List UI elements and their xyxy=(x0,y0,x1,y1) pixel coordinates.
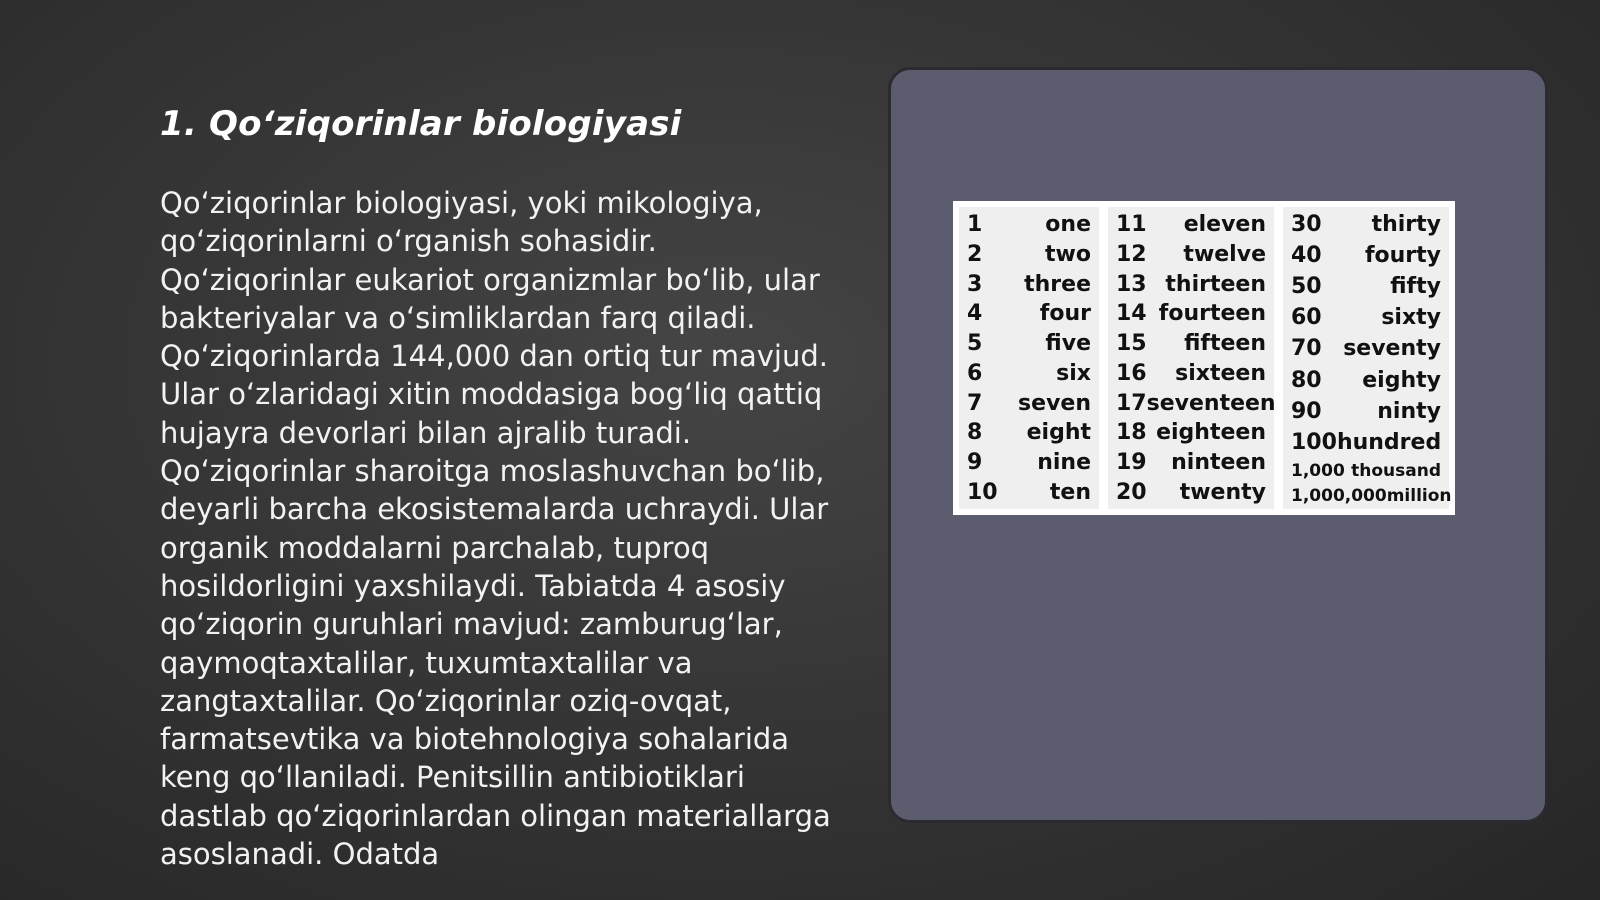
number-word: seventeen xyxy=(1146,390,1276,416)
table-row xyxy=(1116,241,1266,269)
number-word: fifteen xyxy=(1184,331,1266,357)
number-word: eighty xyxy=(1362,367,1441,393)
number-word: thousand xyxy=(1351,460,1441,481)
table-row xyxy=(1116,419,1266,447)
number-digits: 17 xyxy=(1116,390,1147,416)
number-word: nine xyxy=(1037,450,1091,476)
slide-body-text: Qo‘ziqorinlar biologiyasi, yoki mikologiya, qo‘ziqorinlarni o‘rganish sohasidir. Qo‘ziqorinlar eukariot organizmlar bo‘lib, ular bakteriyalar va o‘simliklardan farq qiladi. Qo‘ziqorinlarda 144,000 dan ortiq tur mavjud. Ular o‘zlaridagi xitin moddasiga bog‘liq qattiq hujayra devorlari bilan ajralib turadi. Qo‘ziqorinlar sharoitga moslashuvchan bo‘lib, deyarli barcha ekosistemalarda uchraydi. Ular organik moddalarni parchalab, tuproq hosildorligini yaxshilaydi. Tabiatda 4 asosiy qo‘ziqorin guruhlari mavjud: zamburug‘lar, qaymoqtaxtalilar, tuxumtaxtalilar va zangtaxtalilar. Qo‘ziqorinlar oziq-ovqat, farmatsevtika va biotehnologiya sohalarida keng qo‘llaniladi. Penitsillin antibiotiklari dastlab qo‘ziqorinlardan olingan materiallarga asoslanadi. Odatda xyxy=(160,186,831,872)
table-row xyxy=(1291,429,1441,457)
number-digits: 30 xyxy=(1291,212,1322,237)
table-row xyxy=(967,300,1091,328)
number-digits: 6 xyxy=(967,360,983,386)
number-word: fifty xyxy=(1390,274,1441,300)
number-word: sixteen xyxy=(1175,360,1266,386)
table-row xyxy=(1291,367,1441,395)
number-word: hundred xyxy=(1336,429,1442,455)
number-word: fourteen xyxy=(1158,301,1266,327)
table-row xyxy=(1291,242,1441,270)
number-digits: 1,000,000 xyxy=(1291,485,1387,506)
number-digits: 14 xyxy=(1116,301,1147,327)
image-frame xyxy=(888,67,1548,823)
number-digits: 16 xyxy=(1116,360,1147,386)
table-row xyxy=(1291,335,1441,363)
number-digits: 11 xyxy=(1116,212,1147,237)
number-word: fourty xyxy=(1364,243,1441,269)
number-digits: 20 xyxy=(1116,479,1147,505)
number-word: million xyxy=(1386,485,1452,506)
table-row xyxy=(967,390,1091,418)
number-word: ninty xyxy=(1377,398,1441,424)
number-words-table xyxy=(953,201,1455,515)
table-row xyxy=(967,449,1091,477)
table-row xyxy=(967,271,1091,299)
number-word: thirty xyxy=(1371,212,1441,237)
number-digits: 2 xyxy=(967,241,983,267)
number-digits: 18 xyxy=(1116,420,1147,446)
number-word: ten xyxy=(1049,479,1091,505)
number-word: three xyxy=(1024,271,1091,297)
table-row xyxy=(967,360,1091,388)
table-row xyxy=(1291,460,1441,482)
number-digits: 9 xyxy=(967,450,983,476)
number-digits: 10 xyxy=(967,479,998,505)
table-row xyxy=(1116,330,1266,358)
number-word: six xyxy=(1056,360,1091,386)
table-row xyxy=(1291,211,1441,239)
table-row xyxy=(1116,300,1266,328)
table-column-1 xyxy=(959,207,1099,509)
table-row xyxy=(967,241,1091,269)
number-digits: 80 xyxy=(1291,367,1322,393)
table-row xyxy=(1291,398,1441,426)
number-word: one xyxy=(1045,212,1091,237)
number-word: twenty xyxy=(1179,479,1266,505)
table-row xyxy=(967,479,1091,507)
number-word: eight xyxy=(1026,420,1091,446)
number-word: four xyxy=(1039,301,1091,327)
table-column-3 xyxy=(1283,207,1452,509)
number-digits: 7 xyxy=(967,390,983,416)
number-word: sixty xyxy=(1381,305,1441,331)
table-row xyxy=(1116,360,1266,388)
table-row xyxy=(1116,271,1266,299)
number-word: eleven xyxy=(1183,212,1266,237)
number-digits: 5 xyxy=(967,331,983,357)
slide-title: 1. Qo‘ziqorinlar biologiyasi xyxy=(160,104,682,144)
number-word: eighteen xyxy=(1156,420,1266,446)
number-digits: 40 xyxy=(1291,243,1322,269)
table-row xyxy=(1291,273,1441,301)
number-word: seven xyxy=(1018,390,1091,416)
number-digits: 19 xyxy=(1116,450,1147,476)
table-row xyxy=(967,419,1091,447)
table-row xyxy=(967,330,1091,358)
number-digits: 60 xyxy=(1291,305,1322,331)
number-digits: 90 xyxy=(1291,398,1322,424)
number-word: two xyxy=(1045,241,1091,267)
table-row xyxy=(1116,390,1276,418)
number-digits: 100 xyxy=(1291,429,1337,455)
table-row xyxy=(1116,449,1266,477)
number-word: five xyxy=(1045,331,1091,357)
number-digits: 8 xyxy=(967,420,983,446)
number-digits: 15 xyxy=(1116,331,1147,357)
number-digits: 1,000 xyxy=(1291,460,1345,481)
number-word: ninteen xyxy=(1171,450,1266,476)
number-digits: 3 xyxy=(967,271,983,297)
number-digits: 4 xyxy=(967,301,983,327)
number-word: seventy xyxy=(1343,336,1441,362)
number-digits: 70 xyxy=(1291,336,1322,362)
table-row xyxy=(1116,479,1266,507)
number-digits: 13 xyxy=(1116,271,1147,297)
table-row xyxy=(1116,211,1266,239)
number-digits: 12 xyxy=(1116,241,1147,267)
number-word: thirteen xyxy=(1165,271,1266,297)
number-word: twelve xyxy=(1183,241,1266,267)
table-column-2 xyxy=(1108,207,1274,509)
table-row xyxy=(967,211,1091,239)
number-digits: 50 xyxy=(1291,274,1322,300)
table-row xyxy=(1291,304,1441,332)
number-digits: 1 xyxy=(967,212,983,237)
table-row xyxy=(1291,485,1452,507)
